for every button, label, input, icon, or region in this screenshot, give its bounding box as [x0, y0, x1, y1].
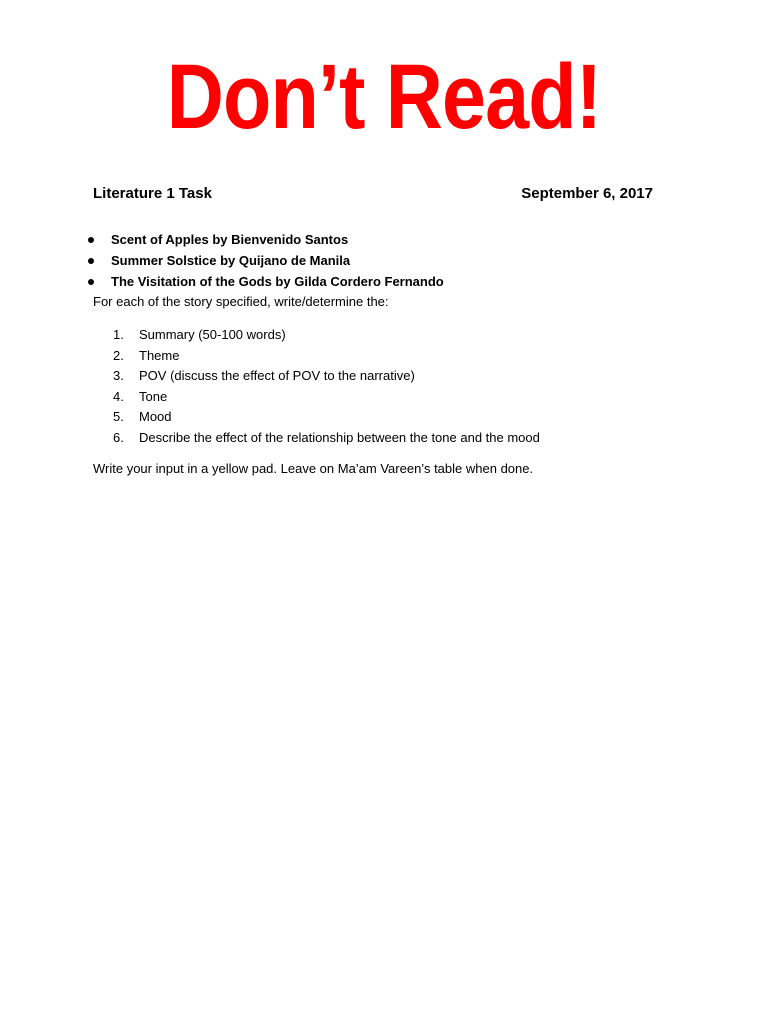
story-title: Scent of Apples by Bienvenido Santos [111, 232, 349, 247]
item-number: 4. [113, 388, 124, 404]
task-header [93, 185, 653, 207]
instruction-text: For each of the story specified, write/determine the: [93, 294, 389, 309]
story-title: Summer Solstice by Quijano de Manila [111, 253, 351, 268]
story-list [86, 230, 444, 293]
list-item [113, 366, 540, 387]
submission-note: Write your input in a yellow pad. Leave on Ma’am Vareen’s table when done. [93, 461, 534, 476]
bullet-icon [88, 258, 94, 264]
item-number: 1. [113, 327, 124, 342]
bullet-icon [88, 279, 94, 285]
list-item [86, 230, 444, 251]
task-text: Theme [139, 347, 180, 363]
task-text: POV (discuss the effect of POV to the narrative) [139, 368, 415, 383]
bullet-icon [88, 237, 94, 243]
task-text: Mood [139, 409, 172, 424]
item-number: 5. [113, 409, 124, 424]
task-text: Summary (50-100 words) [139, 327, 286, 342]
list-item [86, 272, 444, 293]
list-item [113, 387, 540, 408]
task-date: September 6, 2017 [521, 185, 653, 202]
list-item [113, 407, 540, 428]
item-number: 2. [113, 347, 124, 363]
task-list [113, 325, 540, 448]
list-item [86, 251, 444, 272]
story-title: The Visitation of the Gods by Gilda Cordero Fernando [111, 274, 444, 289]
task-text: Describe the effect of the relationship between the tone and the mood [139, 429, 540, 445]
page-title: Don’t Read! [166, 46, 602, 148]
item-number: 6. [113, 429, 124, 445]
task-name: Literature 1 Task [93, 185, 212, 202]
list-item [113, 346, 540, 367]
list-item [113, 325, 540, 346]
item-number: 3. [113, 368, 124, 383]
list-item [113, 428, 540, 449]
task-text: Tone [139, 388, 168, 404]
